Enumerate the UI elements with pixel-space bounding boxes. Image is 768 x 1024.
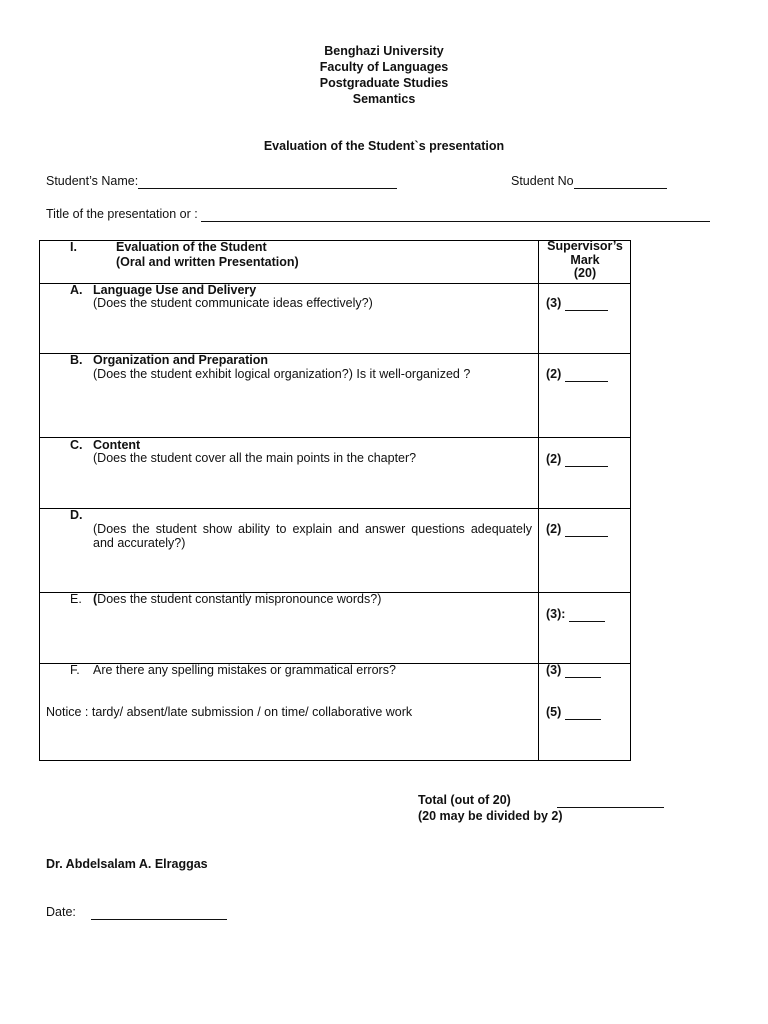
- criterion-question: [93, 522, 532, 550]
- presentation-title-field: [46, 207, 710, 222]
- notice-text: Notice : tardy/ absent/late submission / on time/ collaborative work: [46, 705, 413, 719]
- criterion-title: Language Use and Delivery: [93, 283, 257, 297]
- document-header: [0, 43, 768, 107]
- criterion-letter: E.: [70, 592, 82, 606]
- total-label: Total (out of 20): [418, 793, 511, 807]
- criterion-title: Content: [93, 438, 141, 452]
- table-heading-line1: Evaluation of the Student: [116, 240, 267, 254]
- mark-max: (3): [546, 296, 562, 310]
- criterion-question-text: Does the student constantly mispronounce words?): [97, 592, 382, 606]
- mark-blank[interactable]: [565, 522, 608, 537]
- table-column-divider: [538, 240, 539, 761]
- criterion-question: (Does the student exhibit logical organization?) Is it well-organized ?: [93, 367, 471, 381]
- criterion-question-line1: (Does the student show ability to explain and answer questions adequately: [93, 522, 532, 536]
- criterion-mark: [546, 296, 608, 311]
- mark-max: (2): [546, 367, 562, 381]
- mark-blank[interactable]: [565, 296, 608, 311]
- mark-header-line2: Mark: [570, 252, 600, 267]
- evaluation-title: Evaluation of the Student`s presentation: [263, 139, 505, 153]
- criterion-question-line2: and accurately?): [93, 536, 186, 550]
- section-number: I.: [70, 240, 77, 254]
- mark-max: (3):: [546, 607, 566, 621]
- university-name: Benghazi University: [324, 44, 444, 58]
- criterion-question: [93, 592, 381, 606]
- criterion-mark: [546, 522, 608, 537]
- student-no-blank[interactable]: [574, 174, 667, 189]
- faculty-name: Faculty of Languages: [319, 60, 449, 74]
- table-heading-line2: (Oral and written Presentation): [116, 255, 299, 269]
- table-heading: [116, 240, 299, 270]
- criterion-mark: [546, 607, 605, 622]
- criterion-letter: D.: [70, 508, 83, 522]
- student-no-field: [511, 174, 667, 189]
- student-name-field: [46, 174, 397, 189]
- notice-mark: [546, 705, 601, 720]
- criterion-question: (Does the student communicate ideas effectively?): [93, 296, 373, 310]
- evaluation-table: [39, 240, 631, 761]
- mark-blank[interactable]: [565, 705, 601, 720]
- mark-blank[interactable]: [565, 452, 608, 467]
- date-field: [46, 905, 227, 920]
- student-name-blank[interactable]: [138, 174, 397, 189]
- mark-blank[interactable]: [565, 663, 601, 678]
- mark-header-line3: (20): [573, 266, 597, 280]
- total-field: [557, 793, 664, 808]
- criterion-title: Organization and Preparation: [93, 353, 269, 367]
- mark-max: (5): [546, 705, 562, 719]
- mark-blank[interactable]: [565, 367, 608, 382]
- date-label: Date:: [46, 905, 76, 919]
- criterion-letter: B.: [70, 353, 83, 367]
- criterion-letter: C.: [70, 438, 83, 452]
- presentation-title-blank[interactable]: [201, 207, 710, 222]
- course-name: Semantics: [352, 92, 416, 106]
- mark-blank[interactable]: [569, 607, 605, 622]
- mark-max: (3): [546, 663, 562, 677]
- total-note: (20 may be divided by 2): [418, 809, 563, 823]
- mark-max: (2): [546, 522, 562, 536]
- criterion-mark: [546, 367, 608, 382]
- criterion-open-paren: (: [93, 592, 98, 606]
- program-name: Postgraduate Studies: [319, 76, 449, 90]
- presentation-title-label: Title of the presentation or :: [46, 207, 198, 221]
- supervisor-name: Dr. Abdelsalam A. Elraggas: [46, 857, 208, 871]
- mark-header-line1: Supervisor’s: [547, 239, 623, 253]
- criterion-letter: F.: [70, 663, 80, 677]
- criterion-question: (Does the student cover all the main points in the chapter?: [93, 451, 417, 465]
- criterion-question: Are there any spelling mistakes or grammatical errors?: [93, 663, 396, 677]
- student-name-label: Student’s Name:: [46, 174, 139, 188]
- student-no-label: Student No: [511, 174, 574, 188]
- mark-column-header: [539, 240, 631, 281]
- criterion-mark: [546, 663, 601, 678]
- table-row-divider: [39, 508, 631, 509]
- mark-max: (2): [546, 452, 562, 466]
- total-blank[interactable]: [557, 793, 664, 808]
- date-blank[interactable]: [91, 905, 227, 920]
- criterion-mark: [546, 452, 608, 467]
- criterion-letter: A.: [70, 283, 83, 297]
